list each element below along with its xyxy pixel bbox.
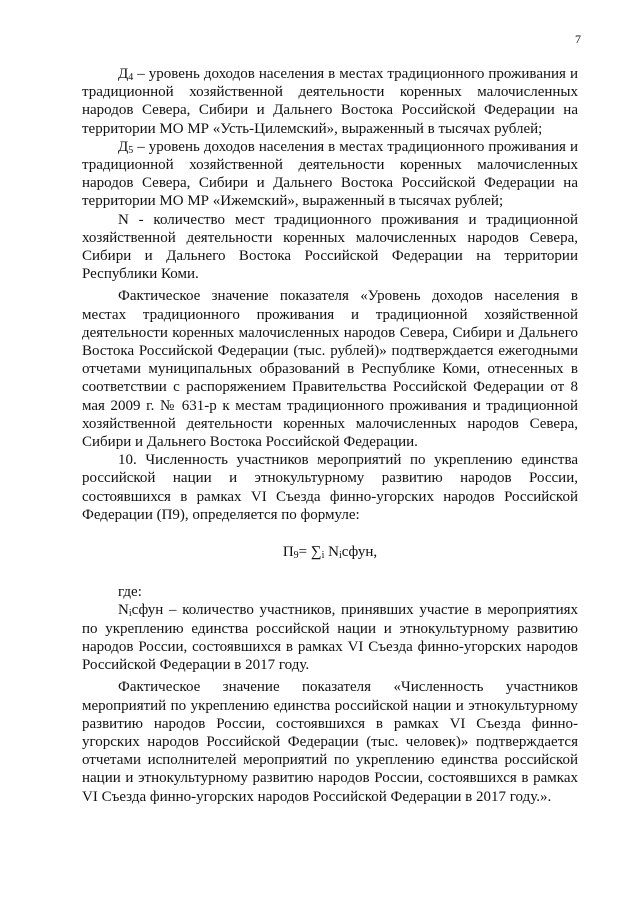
definitions <box>82 601 578 674</box>
paragraph-item-10: 10. Численность участников мероприятий по укреплению единства российской нации и этнокультурному развитию народов России, состоявшихся в рамках VI Съезда финно-угорских народов Российской Федерации (П9), определяется по формуле: <box>82 452 578 523</box>
where-label: где: <box>118 584 142 601</box>
formula-lhs-sub: 9 <box>293 550 299 562</box>
subscript-5: 5 <box>128 144 134 156</box>
symbol-d: Д <box>118 138 129 155</box>
paragraph-d5-definition <box>82 138 578 211</box>
subscript-4: 4 <box>128 72 134 83</box>
paragraph-indicator-participants: Фактическое значение показателя «Численность участников мероприятий по укреплению единства российской нации и этнокультурному развитию народов России, состоявшихся в рамках VI Съезда финно-угорских народов Российской Федерации (тыс. человек)» подтверждается отчетами исполнителей мероприятий по укреплению единства российской нации и этнокультурному развитию народов России, состоявшихся в рамках VI Съезда финно-угорских народов Российской Федерации в 2017 году.». <box>82 679 578 805</box>
formula-sum: = ∑ <box>298 544 322 561</box>
document-body <box>82 65 578 806</box>
symbol-d: Д <box>118 66 129 82</box>
paragraph-d4-definition <box>82 65 578 138</box>
page-number: 7 <box>575 32 581 46</box>
symbol-n: N <box>118 602 129 619</box>
formula-sum-sub: i <box>321 550 325 562</box>
subscript-i: i <box>128 608 132 620</box>
formula-rhs-sub: i <box>338 550 342 562</box>
formula-rhs-tail: сфун, <box>341 544 378 561</box>
formula-lhs: П <box>282 544 294 561</box>
paragraph-indicator-income: Фактическое значение показателя «Уровень доходов населения в местах традиционного проживания и традиционной хозяйственной деятельности коренных малочисленных народов Севера, Сибири и Дальнего Востока Российской Федерации (тыс. рублей)» подтверждается ежегодными отчетами муниципальных образований в Республике Коми, отнесенных в соответствии с распоряжением Правительства Российской Федерации от 8 мая 2009 г. № 631-р к местам традиционного проживания и традиционной хозяйственной деятельности коренных малочисленных народов Севера, Сибири и Дальнего Востока Российской Федерации. <box>82 288 578 451</box>
formula-p9 <box>82 543 578 561</box>
d5-text: – уровень доходов населения в местах традиционного проживания и традиционной хозяйственной деятельности коренных малочисленных народов Севера, Сибири и Дальнего Востока Российской Федерации на территории МО МР «Ижемский», выраженный в тысячах рублей; <box>82 138 578 210</box>
formula-rhs: N <box>324 544 339 561</box>
paragraph-ni-definition <box>82 601 578 674</box>
paragraph-n-definition: N - количество мест традиционного проживания и традиционной хозяйственной деятельности коренных малочисленных народов Севера, Сибири и Дальнего Востока Российской Федерации на территории Республики Коми. <box>82 211 578 283</box>
ni-text: сфун – количество участников, принявших участие в мероприятиях по укреплению единства российской нации и этнокультурному развитию народов России, состоявшихся в рамках VI Съезда финно-угорских народов Российской Федерации в 2017 году. <box>82 602 578 674</box>
d4-text: – уровень доходов населения в местах традиционного проживания и традиционной хозяйственной деятельности коренных малочисленных народов Севера, Сибири и Дальнего Востока Российской Федерации на территории МО МР «Усть-Цилемский», выраженный в тысячах рублей; <box>82 66 578 137</box>
